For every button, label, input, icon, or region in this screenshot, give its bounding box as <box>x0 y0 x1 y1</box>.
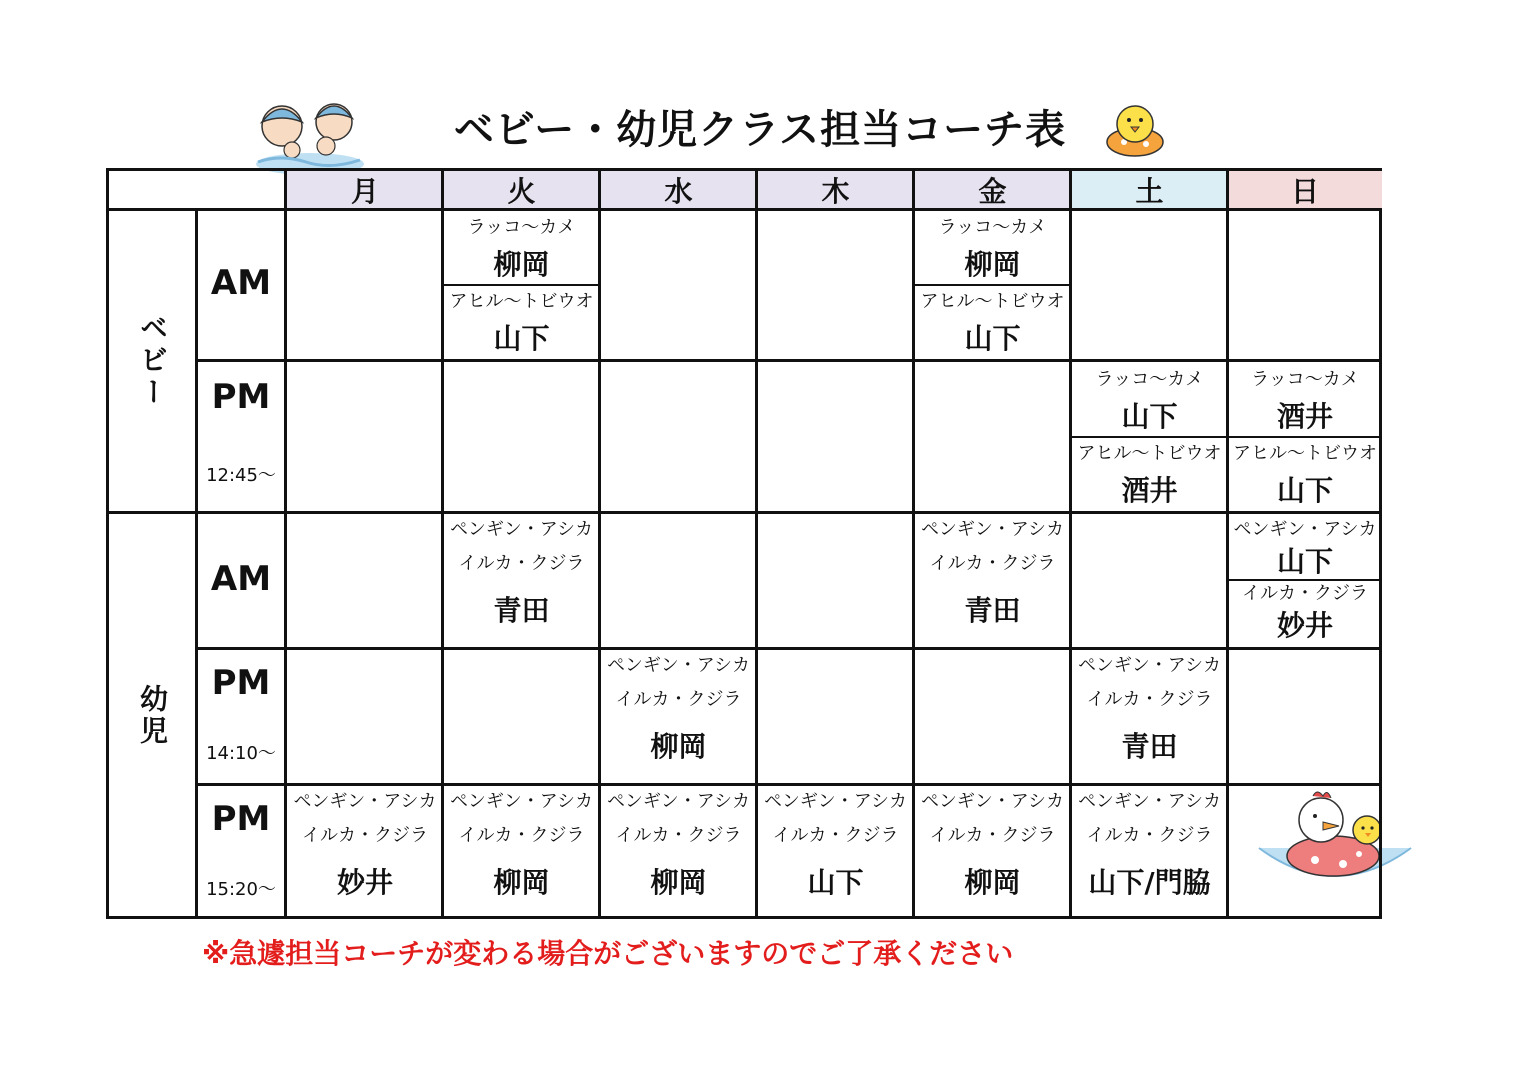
period-label: AM <box>210 263 272 303</box>
period-label: PM <box>211 799 271 839</box>
slot-infant-pm2-mon: ペンギン・アシカ イルカ・クジラ 妙井 <box>293 791 437 899</box>
slot-infant-pm2-wed: ペンギン・アシカ イルカ・クジラ 柳岡 <box>606 791 751 899</box>
group-label-baby: ベビー <box>136 313 169 409</box>
period-time: 12:45～ <box>206 465 276 486</box>
day-header-mon: 月 <box>350 174 379 208</box>
period-time: 15:20～ <box>206 879 276 900</box>
slot-infant-pm1-sat: ペンギン・アシカ イルカ・クジラ 青田 <box>1077 655 1222 763</box>
grid-line <box>284 171 287 919</box>
slot-infant-pm2-tue: ペンギン・アシカ イルカ・クジラ 柳岡 <box>449 791 594 899</box>
period-label: AM <box>210 559 272 599</box>
slot-infant-am-fri: ペンギン・アシカ イルカ・クジラ 青田 <box>920 519 1065 627</box>
period-time: 14:10～ <box>206 743 276 764</box>
slot-infant-pm2-fri: ペンギン・アシカ イルカ・クジラ 柳岡 <box>920 791 1065 899</box>
coach-schedule-table <box>106 168 1382 919</box>
grid-line <box>109 511 1382 514</box>
slot-baby-am-tue: ラッコ～カメ 柳岡 アヒル～トビウオ 山下 <box>449 217 594 355</box>
slot-infant-am-tue: ペンギン・アシカ イルカ・クジラ 青田 <box>449 519 594 627</box>
slot-infant-pm2-thu: ペンギン・アシカ イルカ・クジラ 山下 <box>763 791 908 899</box>
slot-infant-pm2-sat: ペンギン・アシカ イルカ・クジラ 山下/門脇 <box>1077 791 1222 899</box>
page-title: ベビー・幼児クラス担当コーチ表 <box>453 107 1067 153</box>
group-label-infant: 幼児 <box>136 684 169 748</box>
sub-divider <box>1071 436 1382 438</box>
day-header-sat: 土 <box>1135 174 1164 208</box>
grid-line <box>1069 171 1072 919</box>
period-label: PM <box>211 663 271 703</box>
grid-line <box>1226 171 1229 919</box>
sub-divider <box>1228 579 1382 581</box>
period-infant-pm-1520 <box>198 785 284 919</box>
day-header-fri: 金 <box>978 174 1007 208</box>
notice-text: ※急遽担当コーチが変わる場合がございますのでご了承ください <box>202 937 1014 970</box>
grid-line <box>598 171 601 919</box>
grid-line <box>195 208 198 919</box>
grid-line <box>195 647 1382 650</box>
period-baby-pm <box>198 361 284 511</box>
slot-infant-pm1-wed: ペンギン・アシカ イルカ・クジラ 柳岡 <box>606 655 751 763</box>
grid-line <box>195 783 1382 786</box>
sub-divider <box>914 284 1069 286</box>
day-header-tue: 火 <box>507 174 536 208</box>
slot-baby-pm-sun: ラッコ～カメ 酒井 アヒル～トビウオ 山下 <box>1233 369 1377 507</box>
day-header-thu: 木 <box>821 174 850 208</box>
day-header-wed: 水 <box>664 174 693 208</box>
grid-line <box>755 171 758 919</box>
slot-baby-am-fri: ラッコ～カメ 柳岡 アヒル～トビウオ 山下 <box>920 217 1065 355</box>
slot-baby-pm-sat: ラッコ～カメ 山下 アヒル～トビウオ 酒井 <box>1077 369 1222 507</box>
day-header-sun: 日 <box>1290 174 1319 208</box>
grid-line <box>109 208 1382 211</box>
period-label: PM <box>211 377 271 417</box>
period-infant-am <box>198 513 284 649</box>
period-infant-pm-1410 <box>198 649 284 785</box>
slot-infant-am-sun: ペンギン・アシカ 山下 イルカ・クジラ 妙井 <box>1233 519 1377 642</box>
period-baby-am <box>198 211 284 361</box>
grid-line <box>195 359 1382 362</box>
sub-divider <box>443 284 598 286</box>
swimming-parents-illustration-icon <box>250 92 366 176</box>
